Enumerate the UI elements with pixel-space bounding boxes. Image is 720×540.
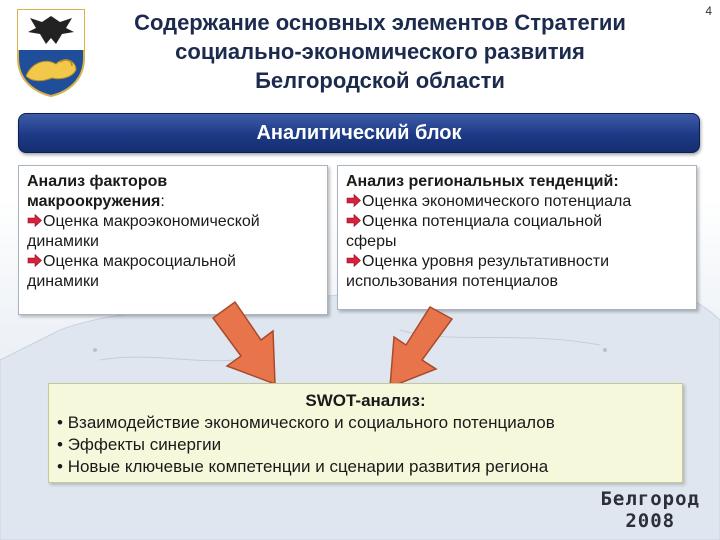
item-text-cont: динамики bbox=[27, 233, 99, 250]
red-arrow-bullet-icon bbox=[346, 194, 361, 207]
belgorod-coat-of-arms-icon bbox=[12, 6, 90, 98]
item-text: Оценка уровня результативности bbox=[362, 253, 610, 270]
list-item bbox=[27, 212, 319, 252]
red-arrow-bullet-icon bbox=[346, 214, 361, 227]
footer-city-year bbox=[600, 488, 700, 532]
box-heading bbox=[27, 172, 319, 212]
list-item bbox=[27, 252, 319, 292]
item-text-cont: сферы bbox=[346, 233, 397, 250]
slide-number: 4 bbox=[705, 4, 712, 18]
analytic-block-banner: Аналитический блок bbox=[18, 113, 700, 153]
swot-item: • Новые ключевые компетенции и сценарии развития региона bbox=[57, 456, 674, 478]
title-line: социально-экономического развития bbox=[175, 39, 585, 64]
box-heading: Анализ региональных тенденций: bbox=[346, 173, 619, 190]
slide-title bbox=[95, 8, 665, 95]
footer-city: Белгород bbox=[600, 488, 700, 510]
list-item bbox=[346, 252, 688, 292]
title-line: Содержание основных элементов Стратегии bbox=[134, 10, 626, 35]
item-text: Оценка экономического потенциала bbox=[362, 193, 632, 210]
red-arrow-bullet-icon bbox=[27, 214, 42, 227]
item-text: Оценка потенциала социальной bbox=[362, 213, 603, 230]
swot-item: • Эффекты синергии bbox=[57, 434, 674, 456]
title-line: Белгородской области bbox=[255, 68, 505, 93]
item-text-cont: динамики bbox=[27, 273, 99, 290]
box-heading-line: Анализ факторов bbox=[27, 173, 168, 190]
right-down-arrow-icon bbox=[380, 305, 460, 390]
item-text: Оценка макроэкономической bbox=[43, 213, 260, 230]
list-item bbox=[346, 212, 688, 252]
item-text: Оценка макросоциальной bbox=[43, 253, 236, 270]
red-arrow-bullet-icon bbox=[346, 254, 361, 267]
list-item bbox=[346, 192, 688, 212]
heading-colon: : bbox=[160, 193, 165, 210]
box-heading-line: макроокружения bbox=[27, 193, 161, 210]
swot-title: SWOT-анализ: bbox=[305, 391, 426, 410]
footer-year: 2008 bbox=[625, 510, 676, 532]
swot-item: • Взаимодействие экономического и социального потенциалов bbox=[57, 412, 674, 434]
item-text-cont: использования потенциалов bbox=[346, 273, 558, 290]
regional-trends-box bbox=[337, 165, 697, 310]
left-down-arrow-icon bbox=[205, 300, 285, 390]
macro-factors-box bbox=[18, 165, 328, 315]
red-arrow-bullet-icon bbox=[27, 254, 42, 267]
swot-analysis-box bbox=[48, 383, 683, 483]
